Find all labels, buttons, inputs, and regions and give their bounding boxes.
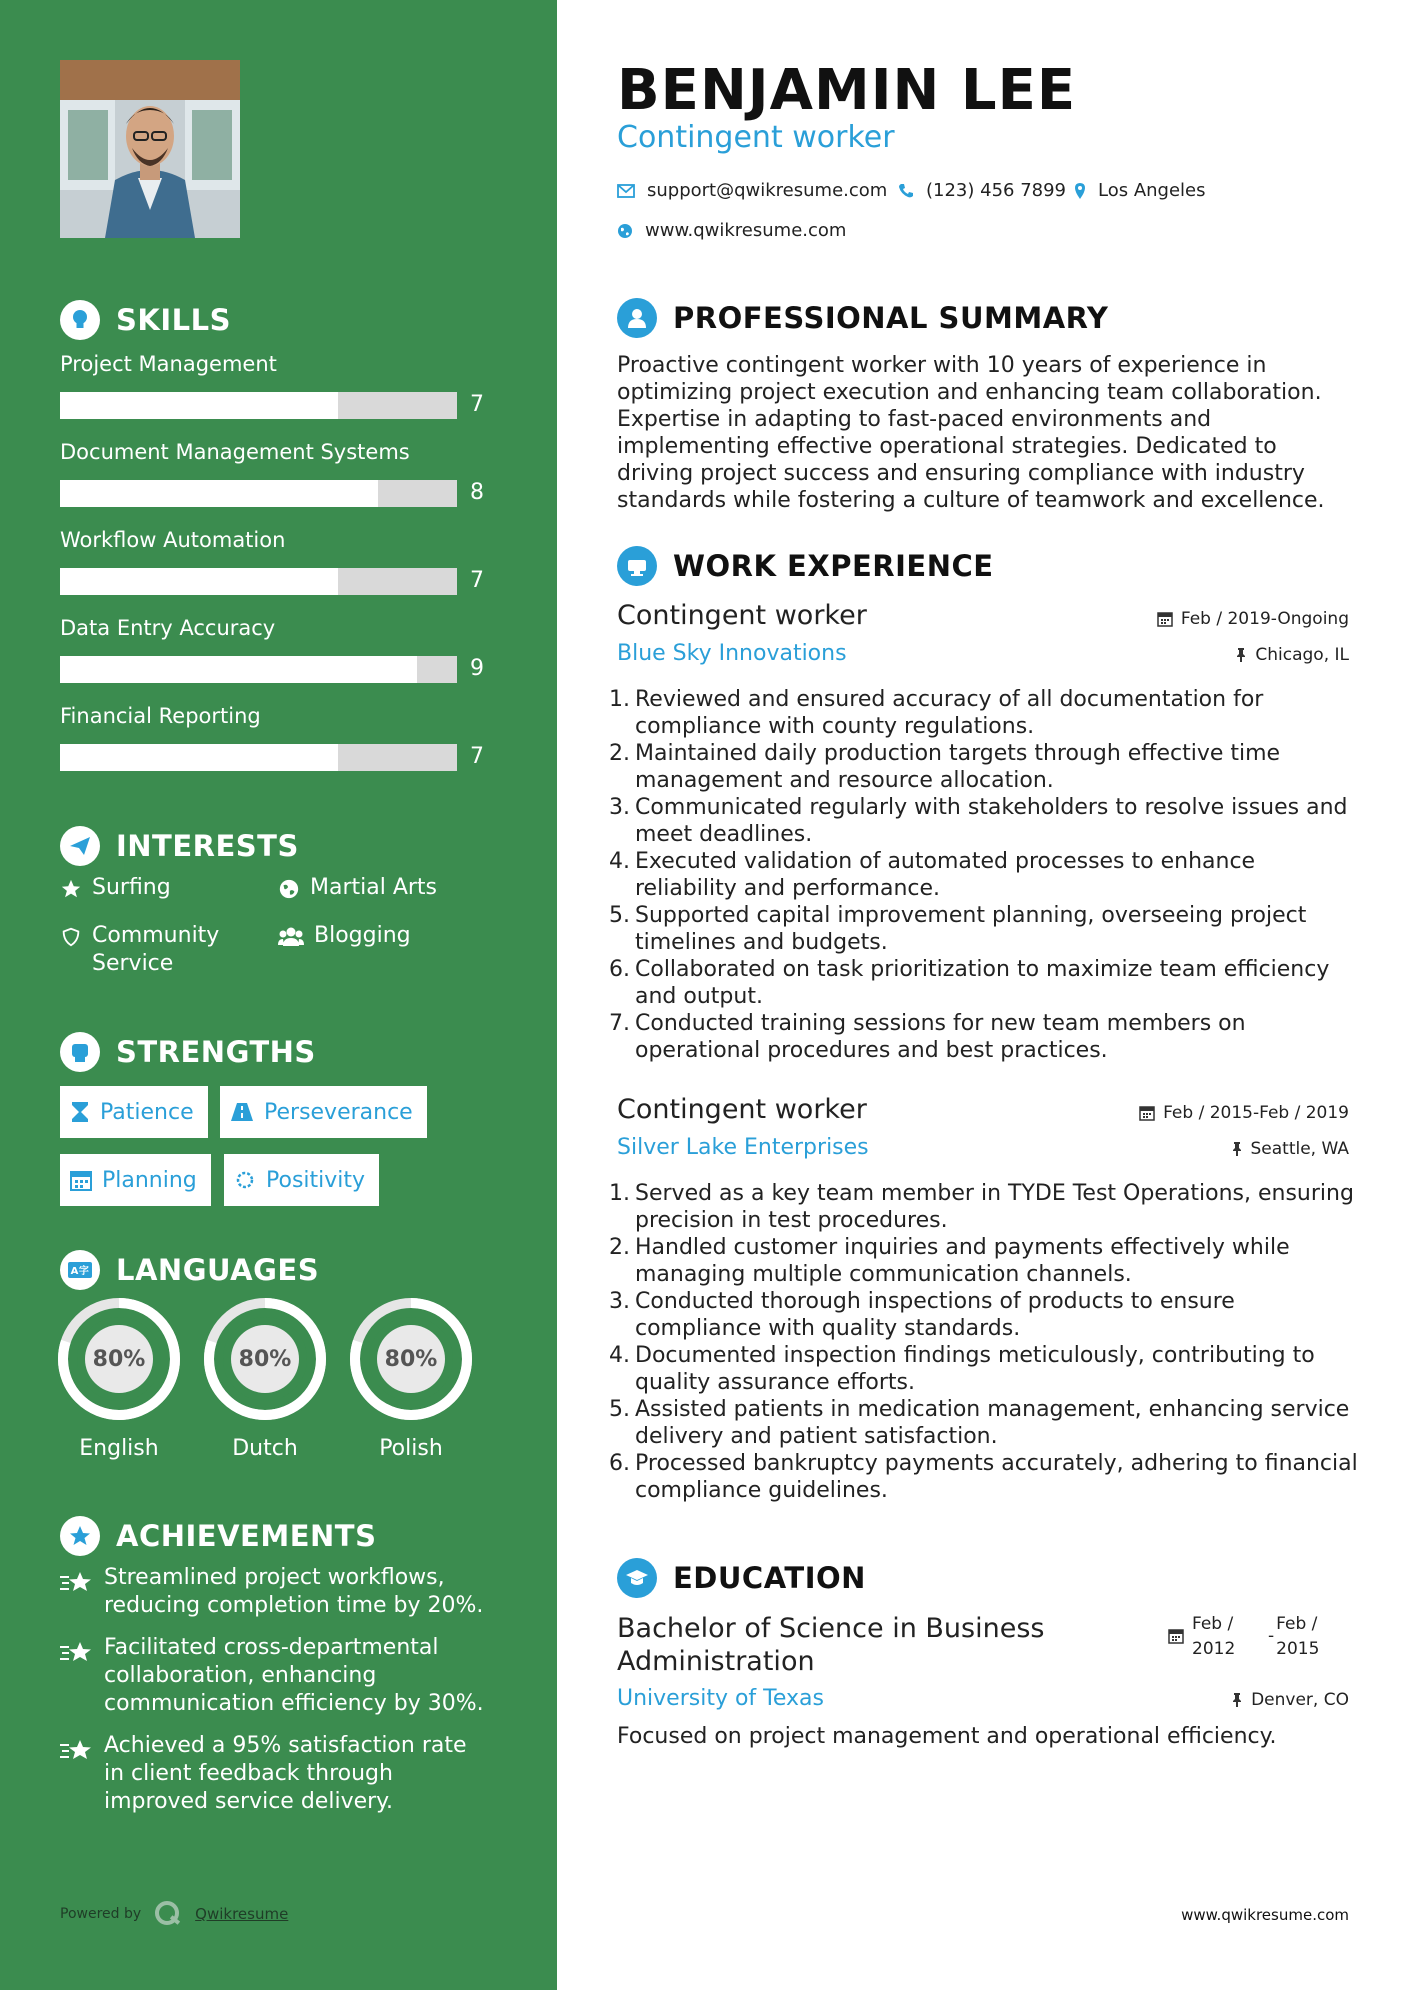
contact-email[interactable] xyxy=(617,180,887,201)
language-percent: 80% xyxy=(384,1346,438,1372)
list-item: 3. Conducted thorough inspections of products to ensure compliance with quality standards. xyxy=(609,1288,1359,1342)
job-location xyxy=(1235,645,1349,665)
job-responsibilities xyxy=(609,1180,1359,1504)
list-item: 6. Collaborated on task prioritization to maximize team efficiency and output. xyxy=(609,956,1359,1010)
list-item-text: Executed validation of automated processes to enhance reliability and performance. xyxy=(635,849,1256,901)
strength-label: Planning xyxy=(102,1167,197,1193)
skill-bar-fill xyxy=(60,568,338,595)
fist-icon xyxy=(60,1032,100,1072)
languages-heading xyxy=(60,1250,319,1290)
skill-bar xyxy=(60,480,457,507)
skill-name: Document Management Systems xyxy=(60,440,410,464)
calendar-icon xyxy=(70,1169,92,1191)
strength-label: Perseverance xyxy=(264,1099,413,1125)
phone-text[interactable]: (123) 456 7899 xyxy=(926,180,1067,201)
strength-badge xyxy=(60,1154,211,1206)
contact-location xyxy=(1074,180,1206,201)
pin-icon xyxy=(1231,1141,1243,1157)
shooting-star-icon xyxy=(60,1640,94,1664)
skill-bar xyxy=(60,744,457,771)
star-badge-icon xyxy=(60,1516,100,1556)
shield-icon xyxy=(60,926,82,948)
skill-value: 7 xyxy=(470,568,484,593)
strength-badge xyxy=(224,1154,379,1206)
achievement-item xyxy=(60,1634,490,1718)
star-icon xyxy=(60,878,82,900)
list-item-text: Served as a key team member in TYDE Test Operations, ensuring precision in test procedures. xyxy=(635,1181,1354,1233)
strength-label: Positivity xyxy=(266,1167,366,1193)
language-percent: 80% xyxy=(238,1346,292,1372)
list-item-text: Conducted training sessions for new team members on operational procedures and best practices. xyxy=(635,1011,1246,1063)
strength-badge xyxy=(220,1086,427,1138)
road-icon xyxy=(230,1102,254,1122)
interest-label: Surfing xyxy=(92,875,171,900)
website-text[interactable]: www.qwikresume.com xyxy=(645,220,847,241)
list-item-text: Handled customer inquiries and payments effectively while managing multiple communication channels. xyxy=(635,1235,1290,1287)
date-separator: - xyxy=(1268,1626,1275,1646)
skill-value: 8 xyxy=(470,480,484,505)
interest-item xyxy=(60,922,240,978)
interest-item xyxy=(60,874,171,902)
list-item: 6. Processed bankruptcy payments accurately, adhering to financial compliance guidelines. xyxy=(609,1451,1358,1503)
achievement-item xyxy=(60,1564,490,1620)
calendar-icon xyxy=(1139,1105,1155,1121)
job-location xyxy=(1231,1139,1350,1159)
language-item xyxy=(204,1298,326,1461)
hourglass-icon xyxy=(70,1101,90,1123)
sun-icon xyxy=(234,1169,256,1191)
calendar-icon xyxy=(1157,611,1173,627)
skill-bar-fill xyxy=(60,744,338,771)
qwikresume-link[interactable]: Qwikresume xyxy=(195,1905,289,1923)
strengths-heading xyxy=(60,1032,316,1072)
languages-title: LANGUAGES xyxy=(116,1253,320,1287)
skills-title: SKILLS xyxy=(116,303,231,337)
skill-name: Workflow Automation xyxy=(60,528,286,552)
education-description: Focused on project management and operational efficiency. xyxy=(617,1724,1277,1749)
company-name: Blue Sky Innovations xyxy=(617,641,847,666)
profile-photo xyxy=(60,60,240,238)
skill-name: Project Management xyxy=(60,352,277,376)
job-date xyxy=(1157,609,1349,629)
list-item-text: Reviewed and ensured accuracy of all documentation for compliance with county regulations. xyxy=(635,687,1264,739)
map-pin-icon xyxy=(1074,182,1086,200)
calendar-icon xyxy=(1168,1628,1184,1644)
list-item-text: Documented inspection findings meticulously, contributing to quality assurance efforts. xyxy=(635,1343,1315,1395)
job-date-text: Feb / 2015-Feb / 2019 xyxy=(1163,1103,1349,1123)
summary-title: PROFESSIONAL SUMMARY xyxy=(673,301,1109,335)
education-location xyxy=(1231,1690,1349,1710)
education-start-month: Feb / xyxy=(1192,1614,1234,1634)
interest-label: Community Service xyxy=(92,923,220,976)
summary-text: Proactive contingent worker with 10 years of experience in optimizing project execution and enhancing team collaboration. Expertise in adapting to fast-paced environments and implementing effective operational strategies. Dedicated to driving project success and ensuring compliance with industry standards while fostering a culture of teamwork and excellence. xyxy=(617,353,1325,513)
education-start-year: 2012 xyxy=(1192,1639,1236,1659)
list-item: 7. Conducted training sessions for new team members on operational procedures and best practices. xyxy=(609,1010,1359,1064)
sidebar xyxy=(0,0,557,1990)
language-item xyxy=(58,1298,180,1461)
skill-name: Data Entry Accuracy xyxy=(60,616,276,640)
skills-heading xyxy=(60,300,231,340)
skill-value: 7 xyxy=(470,392,484,417)
language-percent: 80% xyxy=(92,1346,146,1372)
education-end-month: Feb / xyxy=(1276,1614,1318,1634)
job-date xyxy=(1139,1103,1349,1123)
strength-label: Patience xyxy=(100,1099,194,1125)
degree-title: Bachelor of Science in Business Administration xyxy=(617,1613,1045,1677)
language-label: English xyxy=(79,1436,159,1461)
shooting-star-icon xyxy=(60,1570,94,1594)
globe-icon xyxy=(278,878,300,900)
list-item: 1. Served as a key team member in TYDE Test Operations, ensuring precision in test procedures. xyxy=(609,1180,1359,1234)
experience-title: WORK EXPERIENCE xyxy=(673,549,994,583)
school-name: University of Texas xyxy=(617,1686,824,1711)
graduation-cap-icon xyxy=(617,1558,657,1598)
list-item-text: Conducted thorough inspections of products to ensure compliance with quality standards. xyxy=(635,1289,1235,1341)
email-text[interactable]: support@qwikresume.com xyxy=(647,180,888,201)
experience-heading xyxy=(617,546,994,586)
achievements-title: ACHIEVEMENTS xyxy=(116,1519,377,1553)
list-item-text: Communicated regularly with stakeholders to resolve issues and meet deadlines. xyxy=(635,795,1348,847)
education-location-text: Denver, CO xyxy=(1251,1690,1349,1710)
achievement-item xyxy=(60,1732,490,1816)
language-item xyxy=(350,1298,472,1461)
achievement-text: Streamlined project workflows, reducing completion time by 20%. xyxy=(104,1565,484,1618)
qwikresume-logo-icon xyxy=(153,1900,183,1928)
lightbulb-icon xyxy=(60,300,100,340)
language-label: Dutch xyxy=(232,1436,298,1461)
list-item-text: Supported capital improvement planning, overseeing project timelines and budgets. xyxy=(635,903,1307,955)
education-end-year: 2015 xyxy=(1276,1639,1320,1659)
job-location-text: Chicago, IL xyxy=(1255,645,1349,665)
list-item: 2. Handled customer inquiries and payments effectively while managing multiple communication channels. xyxy=(609,1234,1359,1288)
svg-text:A字: A字 xyxy=(70,1266,90,1277)
interest-label: Martial Arts xyxy=(310,875,438,900)
skill-value: 9 xyxy=(470,656,484,681)
candidate-role: Contingent worker xyxy=(617,120,895,155)
list-item-text: Collaborated on task prioritization to maximize team efficiency and output. xyxy=(635,957,1330,1009)
skill-bar xyxy=(60,392,457,419)
interests-heading xyxy=(60,826,299,866)
translate-icon xyxy=(60,1250,100,1290)
skill-name: Financial Reporting xyxy=(60,704,261,728)
achievements-heading xyxy=(60,1516,376,1556)
strengths-title: STRENGTHS xyxy=(116,1035,316,1069)
list-item-text: Processed bankruptcy payments accurately, adhering to financial compliance guidelines. xyxy=(635,1451,1358,1503)
briefcase-icon xyxy=(617,546,657,586)
list-item: 5. Assisted patients in medication management, enhancing service delivery and patient satisfaction. xyxy=(609,1396,1359,1450)
achievement-text: Achieved a 95% satisfaction rate in client feedback through improved service delivery. xyxy=(104,1733,467,1814)
achievement-text: Facilitated cross-departmental collaboration, enhancing communication efficiency by 30%. xyxy=(104,1635,484,1716)
job-title: Contingent worker xyxy=(617,600,867,631)
list-item: 3. Communicated regularly with stakeholders to resolve issues and meet deadlines. xyxy=(609,794,1359,848)
interests-title: INTERESTS xyxy=(116,829,299,863)
list-item-text: Maintained daily production targets through effective time management and resource allocation. xyxy=(635,741,1281,793)
contact-website[interactable] xyxy=(617,220,846,241)
skill-bar xyxy=(60,568,457,595)
education-heading xyxy=(617,1558,866,1598)
list-item: 4. Executed validation of automated processes to enhance reliability and performance. xyxy=(609,848,1359,902)
pin-icon xyxy=(1235,647,1247,663)
skill-bar-fill xyxy=(60,480,378,507)
education-start-date xyxy=(1168,1612,1235,1662)
paper-plane-icon xyxy=(60,826,100,866)
education-title: EDUCATION xyxy=(673,1561,866,1595)
list-item: 5. Supported capital improvement planning, overseeing project timelines and budgets. xyxy=(609,902,1359,956)
interest-item xyxy=(278,922,411,950)
skill-bar-fill xyxy=(60,656,417,683)
footer-url[interactable]: www.qwikresume.com xyxy=(1181,1906,1349,1924)
list-item: 1. Reviewed and ensured accuracy of all documentation for compliance with county regulations. xyxy=(609,686,1359,740)
powered-by xyxy=(60,1900,288,1928)
summary-heading xyxy=(617,298,1108,338)
contact-phone[interactable] xyxy=(898,180,1066,201)
list-item-text: Assisted patients in medication management, enhancing service delivery and patient satisfaction. xyxy=(635,1397,1350,1449)
interest-label: Blogging xyxy=(314,923,411,948)
user-icon xyxy=(617,298,657,338)
language-label: Polish xyxy=(379,1436,443,1461)
phone-icon xyxy=(898,183,914,199)
list-item: 4. Documented inspection findings meticulously, contributing to quality assurance efforts. xyxy=(609,1342,1359,1396)
company-name: Silver Lake Enterprises xyxy=(617,1135,869,1160)
strength-badge xyxy=(60,1086,208,1138)
job-responsibilities xyxy=(609,686,1359,1064)
globe-icon xyxy=(617,223,633,239)
pin-icon xyxy=(1231,1692,1243,1708)
users-icon xyxy=(278,926,304,948)
list-item: 2. Maintained daily production targets through effective time management and resource allocation. xyxy=(609,740,1359,794)
job-location-text: Seattle, WA xyxy=(1250,1139,1349,1159)
location-text: Los Angeles xyxy=(1098,180,1206,201)
shooting-star-icon xyxy=(60,1738,94,1762)
interest-item xyxy=(278,874,437,902)
powered-by-label: Powered by xyxy=(60,1906,142,1922)
skill-bar-fill xyxy=(60,392,338,419)
envelope-icon xyxy=(617,184,635,198)
job-date-text: Feb / 2019-Ongoing xyxy=(1180,609,1349,629)
skill-bar xyxy=(60,656,457,683)
education-end-date xyxy=(1268,1612,1319,1662)
candidate-name: BENJAMIN LEE xyxy=(617,58,1077,123)
job-title: Contingent worker xyxy=(617,1094,867,1125)
skill-value: 7 xyxy=(470,744,484,769)
